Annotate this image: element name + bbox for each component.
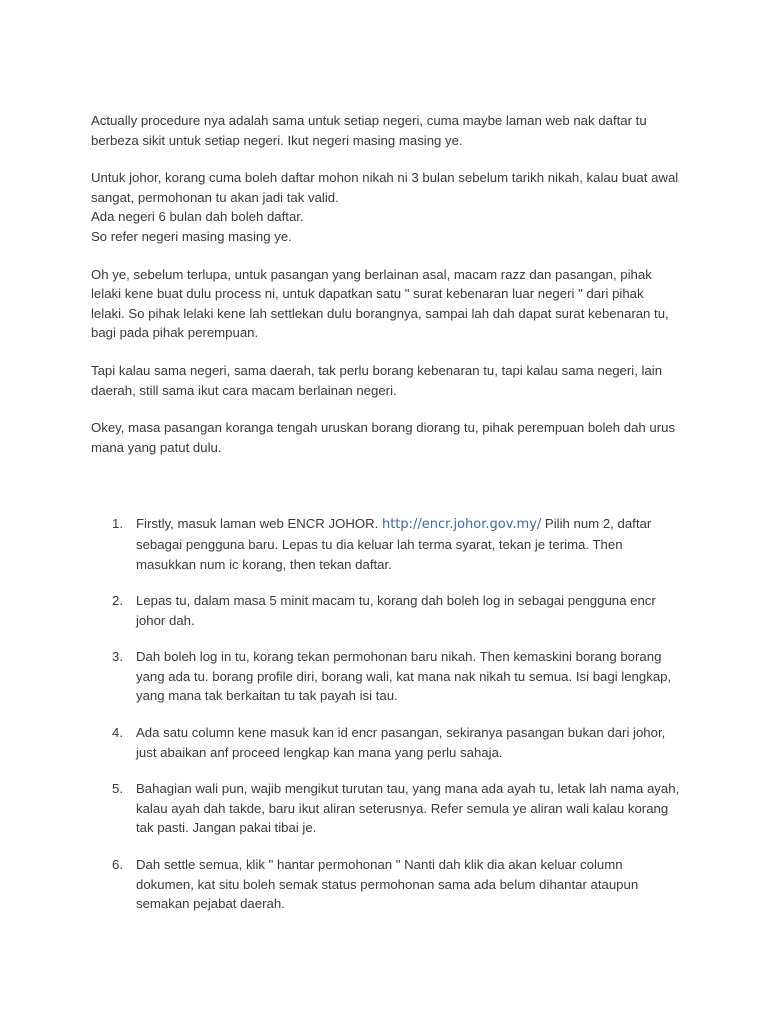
text-line — [136, 514, 691, 535]
text-line: Actually procedure nya adalah sama untuk setiap negeri, cuma maybe laman web nak daftar tu — [91, 113, 647, 128]
text-line: daerah, still sama ikut cara macam berlainan negeri. — [91, 382, 397, 398]
text-line: bagi pada pihak perempuan. — [91, 325, 259, 341]
text-line: Tapi kalau sama negeri, sama daerah, tak perlu borang kebenaran tu, tapi kalau sama negeri, lain — [91, 362, 663, 378]
list-item — [91, 647, 691, 706]
johor-timing-paragraph — [91, 168, 691, 246]
text-line: masukkan num ic korang, then tekan daftar. — [136, 556, 392, 572]
list-number: 6. — [112, 857, 123, 873]
steps-list — [91, 514, 691, 914]
text-line: Dah boleh log in tu, korang tekan permohonan baru nikah. Then kemaskini borang borang — [136, 649, 662, 665]
document-page — [91, 111, 691, 931]
text-line: sangat, permohonan tu akan jadi tak valid. — [91, 189, 339, 205]
text-line: kalau ayah dah takde, baru ikut aliran seterusnya. Refer semula ye aliran wali kalau korang — [136, 800, 669, 816]
text-line: Dah settle semua, klik " hantar permohonan " Nanti dah klik dia akan keluar column — [136, 857, 623, 873]
list-number: 2. — [112, 593, 123, 609]
text-line: johor dah. — [136, 612, 195, 628]
same-state-paragraph — [91, 361, 691, 400]
list-number: 4. — [112, 725, 123, 741]
text-line: Oh ye, sebelum terlupa, untuk pasangan yang berlainan asal, macam razz dan pasangan, pihak — [91, 266, 652, 282]
text-line: Untuk johor, korang cuma boleh daftar mohon nikah ni 3 bulan sebelum tarikh nikah, kalau buat awal — [91, 170, 679, 186]
list-item — [91, 591, 691, 630]
text-line: berbeza sikit untuk setiap negeri. Ikut negeri masing masing ye. — [91, 132, 463, 148]
encr-johor-link[interactable]: http://encr.johor.gov.my/ — [381, 517, 542, 533]
intro-paragraph — [91, 111, 691, 150]
list-item — [91, 514, 691, 574]
okey-paragraph — [91, 418, 691, 457]
text-line: sebagai pengguna baru. Lepas tu dia keluar lah terma syarat, tekan je terima. Then — [136, 536, 623, 552]
text-line: just abaikan anf proceed lengkap kan mana yang perlu sahaja. — [136, 744, 503, 760]
list-item — [91, 723, 691, 762]
list-number: 1. — [112, 516, 123, 532]
text-line: Ada satu column kene masuk kan id encr pasangan, sekiranya pasangan bukan dari johor, — [136, 725, 666, 741]
text-line: tak pasti. Jangan pakai tibai je. — [136, 820, 317, 836]
list-item — [91, 779, 691, 838]
step-text: Firstly, masuk laman web ENCR JOHOR. — [136, 516, 382, 532]
text-line: Okey, masa pasangan koranga tengah uruskan borang diorang tu, pihak perempuan boleh dah urus — [91, 420, 676, 436]
text-line: mana yang patut dulu. — [91, 439, 222, 455]
section-spacer — [91, 475, 691, 514]
text-line: yang ada tu. borang profile diri, borang wali, kat mana nak nikah tu semua. Isi bagi lengkap, — [136, 668, 672, 684]
list-item — [91, 855, 691, 914]
text-line: So refer negeri masing masing ye. — [91, 228, 292, 244]
list-number: 3. — [112, 649, 123, 665]
text-line: lelaki kene buat dulu process ni, untuk dapatkan satu " surat kebenaran luar negeri " dari pihak — [91, 286, 644, 302]
text-line: Bahagian wali pun, wajib mengikut turutan tau, yang mana ada ayah tu, letak lah nama ayah, — [136, 781, 680, 797]
permission-letter-paragraph — [91, 265, 691, 343]
text-line: yang mana tak berkaitan tu tak payah isi tau. — [136, 688, 398, 704]
text-line: semakan pejabat daerah. — [136, 896, 285, 912]
text-line: Ada negeri 6 bulan dah boleh daftar. — [91, 209, 304, 225]
step-text: Pilih num 2, daftar — [541, 516, 652, 532]
text-line: dokumen, kat situ boleh semak status permohonan sama ada belum dihantar ataupun — [136, 876, 639, 892]
text-line: lelaki. So pihak lelaki kene lah settlekan dulu borangnya, sampai lah dah dapat surat kebenaran tu, — [91, 305, 669, 321]
text-line: Lepas tu, dalam masa 5 minit macam tu, korang dah boleh log in sebagai pengguna encr — [136, 593, 656, 609]
list-number: 5. — [112, 781, 123, 797]
